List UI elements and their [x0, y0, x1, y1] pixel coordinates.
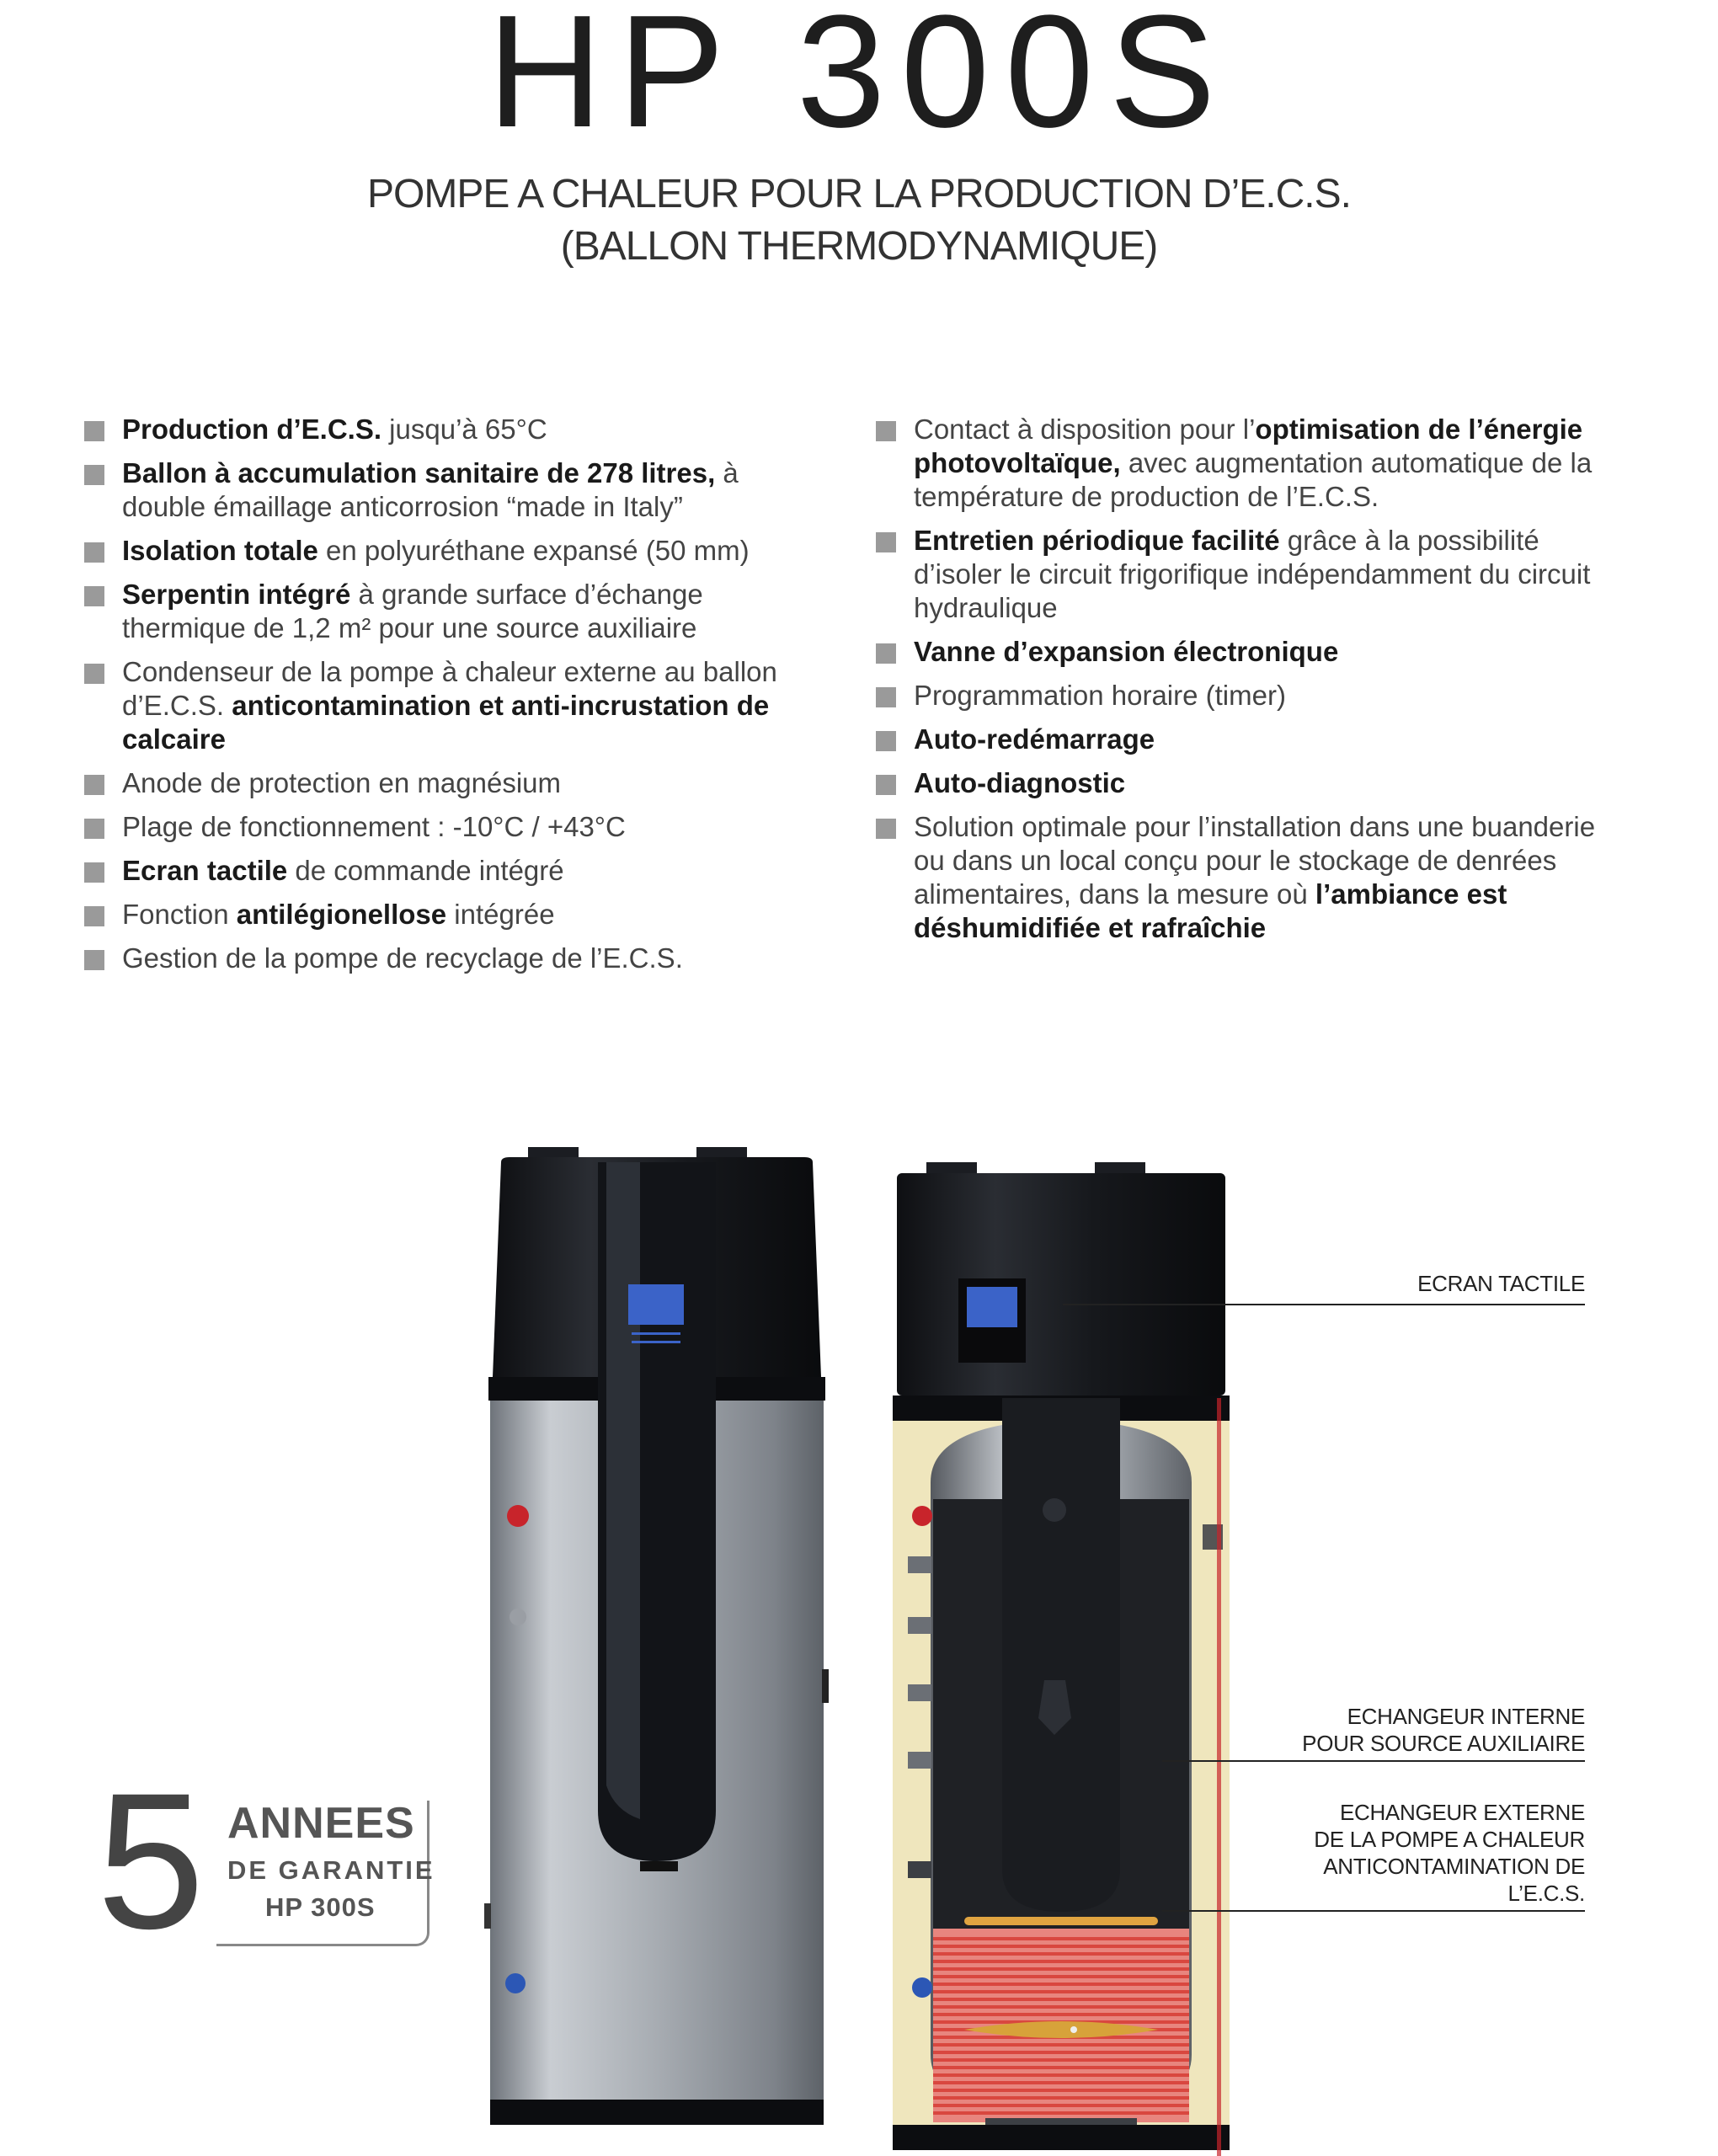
feature-item	[84, 413, 825, 446]
warranty-model: HP 300S	[265, 1892, 376, 1922]
external-exchanger-line-1: ECHANGEUR EXTERNE	[1339, 1800, 1585, 1825]
external-exchanger-line-3: ANTICONTAMINATION DE	[1323, 1854, 1585, 1879]
product-title: HP 300S	[487, 0, 1231, 161]
external-exchanger-callout	[1213, 1799, 1585, 1907]
coil-winding	[933, 2089, 1189, 2092]
feature-text: Anode de protection en magnésium	[122, 767, 562, 798]
bullet-square-icon	[84, 421, 104, 441]
feature-text: Fonction	[122, 899, 237, 930]
feature-text-bold: Ecran tactile	[122, 855, 288, 886]
coil-winding	[933, 1998, 1189, 2001]
feature-text: Programmation horaire (timer)	[914, 680, 1286, 711]
heat-pump-exterior	[484, 1147, 829, 2125]
feature-text: Solution optimale pour l’installation dans une buanderie ou dans un local conçu pour le stockage de denrées alimentaires, dans la mesure où	[914, 811, 1596, 910]
coil-winding	[933, 2073, 1189, 2077]
screen-callout-label: ECRAN TACTILE	[1417, 1271, 1585, 1296]
features-list-left	[84, 413, 825, 985]
warranty-badge	[97, 1753, 451, 1969]
feature-text-bold: Entretien périodique facilité	[914, 525, 1280, 556]
coil-winding	[933, 2066, 1189, 2069]
internal-exchanger-callout-line	[1162, 1760, 1585, 1762]
feature-text: Plage de fonctionnement : -10°C / +43°C	[122, 811, 626, 842]
bullet-square-icon	[84, 862, 104, 883]
coil-winding	[933, 2058, 1189, 2062]
bullet-square-icon	[84, 950, 104, 970]
feature-item	[876, 524, 1617, 625]
feature-text: Condenseur de la pompe à chaleur externe au ballon d’E.C.S.	[122, 656, 777, 721]
feature-text: Contact à disposition pour l’	[914, 414, 1256, 445]
subtitle-line-2: (BALLON THERMODYNAMIQUE)	[560, 224, 1158, 269]
feature-text-bold: Serpentin intégré	[122, 579, 351, 610]
warranty-number: 5	[97, 1753, 205, 1969]
screen-callout-line	[1063, 1304, 1585, 1305]
feature-text-bold: antilégionellose	[236, 899, 447, 930]
heat-pump-cutaway	[893, 1162, 1230, 2156]
coil-winding	[933, 1945, 1189, 1948]
feature-item	[84, 942, 825, 975]
feature-text-bold: Isolation totale	[122, 535, 318, 566]
subtitle-line-1: POMPE A CHALEUR POUR LA PRODUCTION D’E.C.S.	[367, 172, 1351, 216]
coil-winding	[933, 2081, 1189, 2084]
feature-item	[84, 534, 825, 568]
feature-item	[876, 766, 1617, 800]
feature-item	[876, 810, 1617, 945]
feature-text-bold: Ballon à accumulation sanitaire de 278 litres,	[122, 457, 716, 488]
feature-text: Gestion de la pompe de recyclage de l’E.C.S.	[122, 942, 683, 974]
coil-winding	[933, 2043, 1189, 2047]
product-subtitle	[0, 168, 1718, 273]
feature-text: intégrée	[446, 899, 555, 930]
touch-screen-icon	[967, 1287, 1017, 1327]
feature-text-bold: l’ambiance est déshumidifiée et rafraîchie	[914, 878, 1507, 943]
feature-item	[84, 766, 825, 800]
feature-text: de commande intégré	[287, 855, 564, 886]
coil-winding	[933, 1983, 1189, 1986]
product-illustration	[472, 1145, 1246, 2156]
bullet-square-icon	[876, 643, 896, 664]
bullet-square-icon	[84, 664, 104, 684]
feature-text-bold: Auto-diagnostic	[914, 767, 1126, 798]
external-exchanger-line-4: L’E.C.S.	[1507, 1881, 1585, 1906]
feature-item	[84, 456, 825, 524]
feature-item	[84, 810, 825, 844]
feature-item	[876, 413, 1617, 514]
bullet-square-icon	[84, 465, 104, 485]
feature-item	[84, 578, 825, 645]
external-exchanger-callout-line	[1162, 1910, 1585, 1912]
warranty-label: DE GARANTIE	[227, 1855, 435, 1885]
bullet-square-icon	[84, 906, 104, 926]
bullet-square-icon	[876, 819, 896, 839]
bullet-square-icon	[876, 532, 896, 552]
features-list-right	[876, 413, 1617, 955]
feature-item	[876, 723, 1617, 756]
feature-text-bold: optimisation de l’énergie photovoltaïque,	[914, 414, 1583, 478]
coil-winding	[933, 1960, 1189, 1963]
feature-text: à double émaillage anticorrosion “made in Italy”	[122, 457, 739, 522]
bullet-square-icon	[84, 775, 104, 795]
feature-item	[84, 854, 825, 888]
bullet-square-icon	[84, 819, 104, 839]
bullet-square-icon	[876, 731, 896, 751]
external-exchanger-line-2: DE LA POMPE A CHALEUR	[1314, 1827, 1585, 1852]
coil-winding	[933, 2051, 1189, 2054]
coil-winding	[933, 2013, 1189, 2016]
bullet-square-icon	[84, 542, 104, 563]
feature-item	[84, 898, 825, 931]
coil-winding	[933, 1952, 1189, 1956]
coil-winding	[933, 2005, 1189, 2009]
coil-winding	[933, 1967, 1189, 1971]
feature-item	[876, 635, 1617, 669]
feature-text-bold: Auto-redémarrage	[914, 723, 1155, 755]
coil-winding	[933, 1975, 1189, 1978]
coil-winding	[933, 1937, 1189, 1940]
feature-text-bold: Vanne d’expansion électronique	[914, 636, 1339, 667]
feature-text: en polyuréthane expansé (50 mm)	[317, 535, 750, 566]
coil-winding	[933, 2104, 1189, 2107]
internal-exchanger-line-2: POUR SOURCE AUXILIAIRE	[1302, 1731, 1585, 1756]
internal-exchanger-callout	[1213, 1703, 1585, 1757]
screen-callout	[1213, 1270, 1585, 1297]
feature-text-bold: Production d’E.C.S.	[122, 414, 382, 445]
feature-text: grâce à la possibilité d’isoler le circuit frigorifique indépendamment du circuit hydraulique	[914, 525, 1591, 623]
internal-exchanger-line-1: ECHANGEUR INTERNE	[1347, 1704, 1585, 1729]
feature-item	[876, 679, 1617, 712]
coil-winding	[933, 2096, 1189, 2100]
feature-text-bold: anticontamination et anti-incrustation de calcaire	[122, 690, 770, 755]
bullet-square-icon	[876, 421, 896, 441]
coil-winding	[933, 1990, 1189, 1993]
feature-item	[84, 655, 825, 756]
bullet-square-icon	[84, 586, 104, 606]
bullet-square-icon	[876, 775, 896, 795]
coil-winding	[933, 2111, 1189, 2115]
feature-text: avec augmentation automatique de la température de production de l’E.C.S.	[914, 447, 1593, 512]
feature-text: jusqu’à 65°C	[381, 414, 547, 445]
control-screen-icon	[628, 1284, 684, 1325]
feature-text: à grande surface d’échange thermique de 1,2 m² pour une source auxiliaire	[122, 579, 703, 643]
bullet-square-icon	[876, 687, 896, 707]
warranty-years: ANNEES	[227, 1799, 415, 1848]
